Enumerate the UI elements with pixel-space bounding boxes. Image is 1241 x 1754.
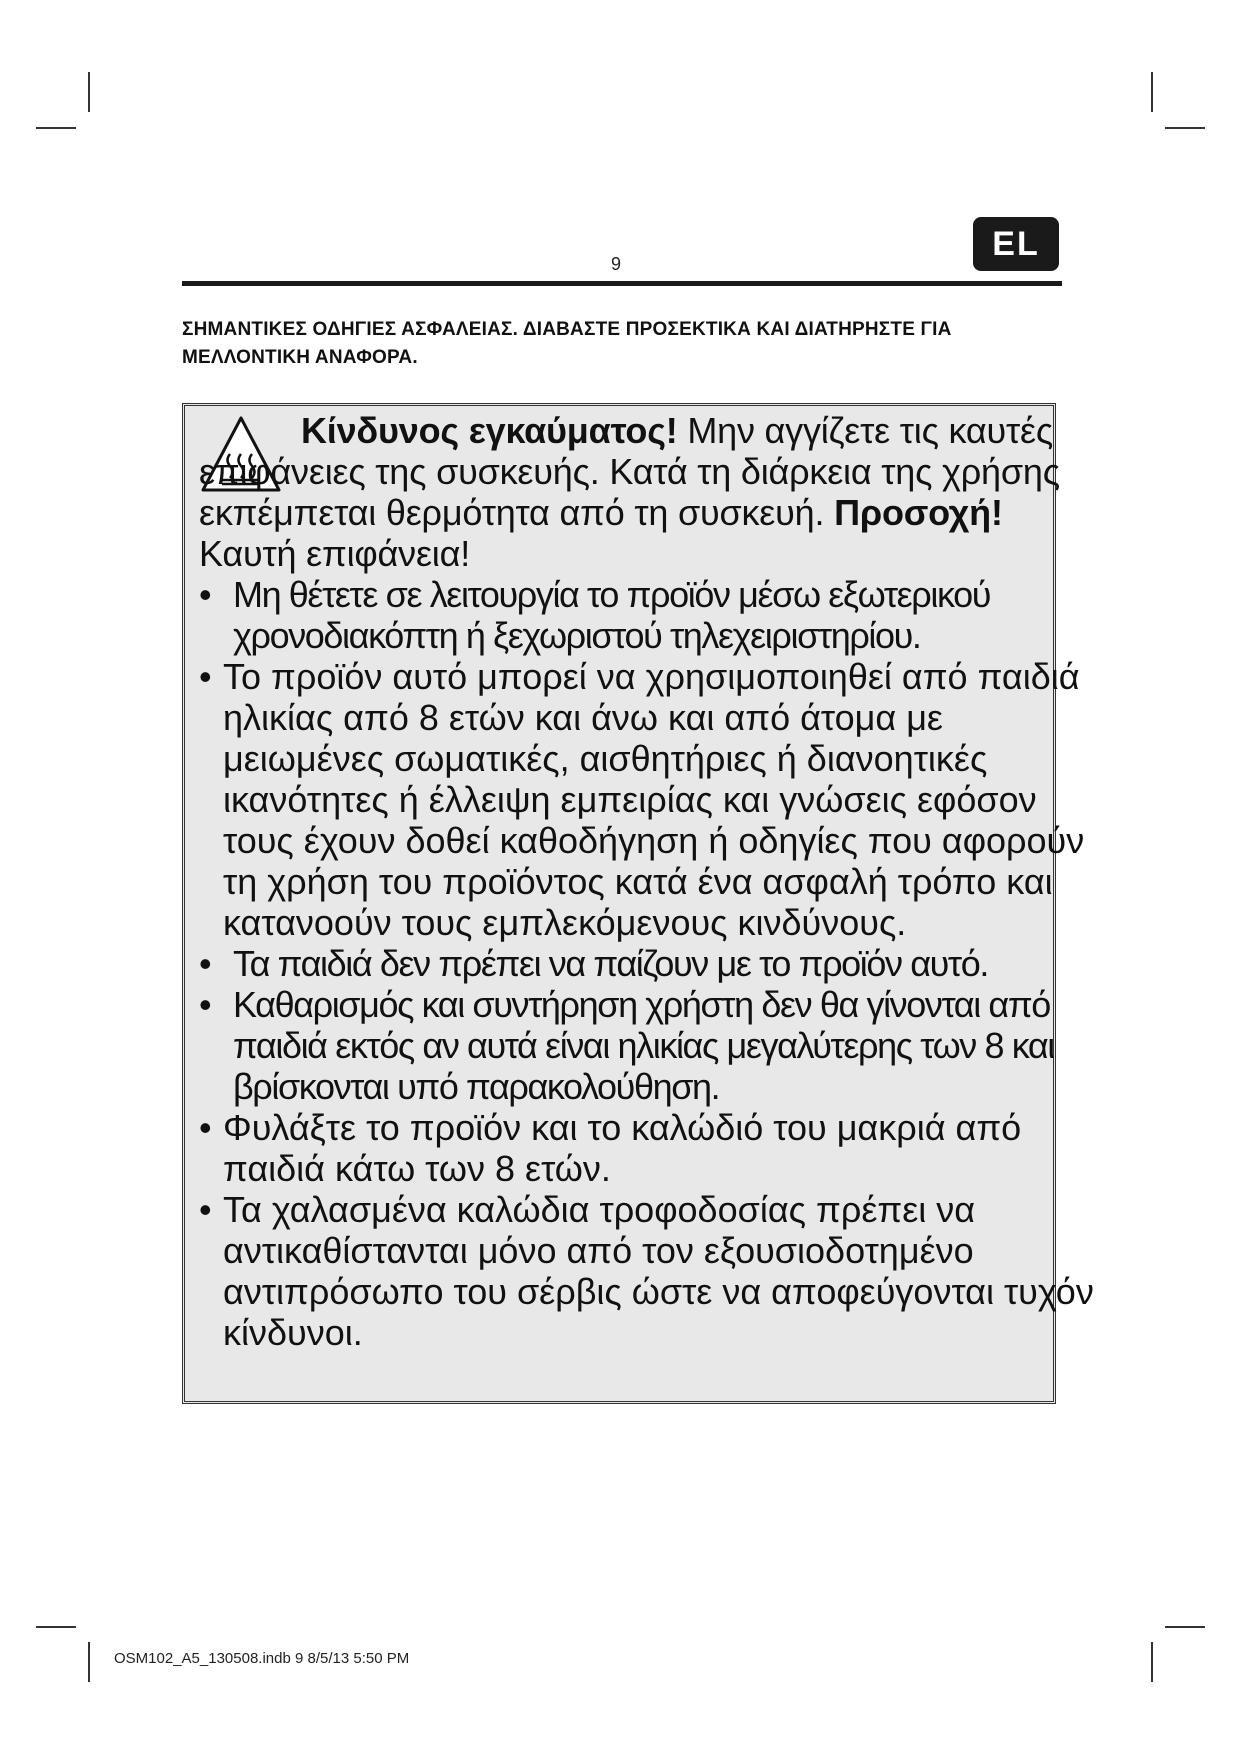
crop-mark-top-right-vertical: [1151, 72, 1153, 112]
list-item-text: Τα παιδιά δεν πρέπει να παίζουν με το προϊόν αυτό.: [233, 943, 988, 984]
crop-mark-bottom-right-vertical: [1151, 1642, 1153, 1682]
crop-mark-bottom-left-horizontal: [36, 1626, 76, 1628]
bullet-dot: •: [199, 574, 211, 615]
bullet-dot: •: [199, 1189, 212, 1230]
safety-bullet-list: [199, 574, 1099, 1353]
list-item: [199, 1189, 1099, 1353]
caution-text: Καυτή επιφάνεια!: [199, 533, 471, 574]
bullet-dot: •: [199, 984, 211, 1025]
list-item-text: Φυλάξτε το προϊόν και το καλώδιό του μακριά από παιδιά κάτω των 8 ετών.: [223, 1107, 1022, 1189]
bullet-dot: •: [199, 943, 211, 984]
caution-label: Προσοχή!: [834, 492, 1003, 533]
language-badge: EL: [973, 217, 1059, 271]
crop-mark-bottom-right-horizontal: [1165, 1626, 1205, 1628]
safety-warning-box: [182, 403, 1094, 1404]
list-item: [199, 943, 1099, 984]
list-item-text: Καθαρισμός και συντήρηση χρήστη δεν θα γίνονται από παιδιά εκτός αν αυτά είναι ηλικίας μεγαλύτερης των 8 και βρίσκονται υπό παρακολούθηση.: [233, 984, 1054, 1107]
list-item-text: Τα χαλασμένα καλώδια τροφοδοσίας πρέπει να αντικαθίστανται μόνο από τον εξουσιοδοτημένο αντιπρόσωπο του σέρβις ώστε να αποφεύγονται τυχόν κίνδυνοι.: [223, 1189, 1094, 1353]
crop-mark-bottom-left-vertical: [88, 1642, 90, 1682]
bullet-dot: •: [199, 656, 212, 697]
page-number: 9: [611, 254, 622, 274]
crop-mark-top-right-horizontal: [1165, 127, 1205, 129]
burn-warning-text: Μην αγγίζετε τις καυτές επιφάνειες της συσκευής. Κατά τη διάρκεια της χρήσης εκπέμπεται θερμότητα από τη συσκευή.: [199, 410, 1060, 533]
list-item-text: Το προϊόν αυτό μπορεί να χρησιμοποιηθεί από παιδιά ηλικίας από 8 ετών και άνω και από άτομα με μειωμένες σωματικές, αισθητήριες ή διανοητικές ικανότητες ή έλλειψη εμπειρίας και γνώσεις εφόσον τους έχουν δοθεί καθοδήγηση ή οδηγίες που αφορούν τη χρήση του προϊόντος κατά ένα ασφαλή τρόπο και κατανοούν τους εμπλεκόμενους κινδύνους.: [223, 656, 1085, 943]
list-item-text: Μη θέτετε σε λειτουργία το προϊόν μέσω εξωτερικού χρονοδιακόπτη ή ξεχωριστού τηλεχειριστηρίου.: [233, 574, 991, 656]
warning-content: [199, 410, 1099, 1353]
crop-mark-top-left-horizontal: [36, 127, 76, 129]
safety-instructions-heading: ΣΗΜΑΝΤΙΚΕΣ ΟΔΗΓΙΕΣ ΑΣΦΑΛΕΙΑΣ. ΔΙΑΒΑΣΤΕ ΠΡΟΣΕΚΤΙΚΑ ΚΑΙ ΔΙΑΤΗΡΗΣΤΕ ΓΙΑ ΜΕΛΛΟΝΤΙΚΗ ΑΝΑΦΟΡΑ.: [182, 319, 952, 368]
list-item: [199, 656, 1099, 943]
burn-warning-paragraph: [199, 410, 1099, 574]
list-item: [199, 984, 1099, 1107]
crop-mark-top-left-vertical: [88, 72, 90, 112]
burn-warning-label: Κίνδυνος εγκαύματος!: [301, 410, 678, 451]
list-item: [199, 574, 1099, 656]
header-rule: [182, 281, 1062, 286]
print-slug: OSM102_A5_130508.indb 9 8/5/13 5:50 PM: [114, 1650, 410, 1667]
list-item: [199, 1107, 1099, 1189]
bullet-dot: •: [199, 1107, 212, 1148]
